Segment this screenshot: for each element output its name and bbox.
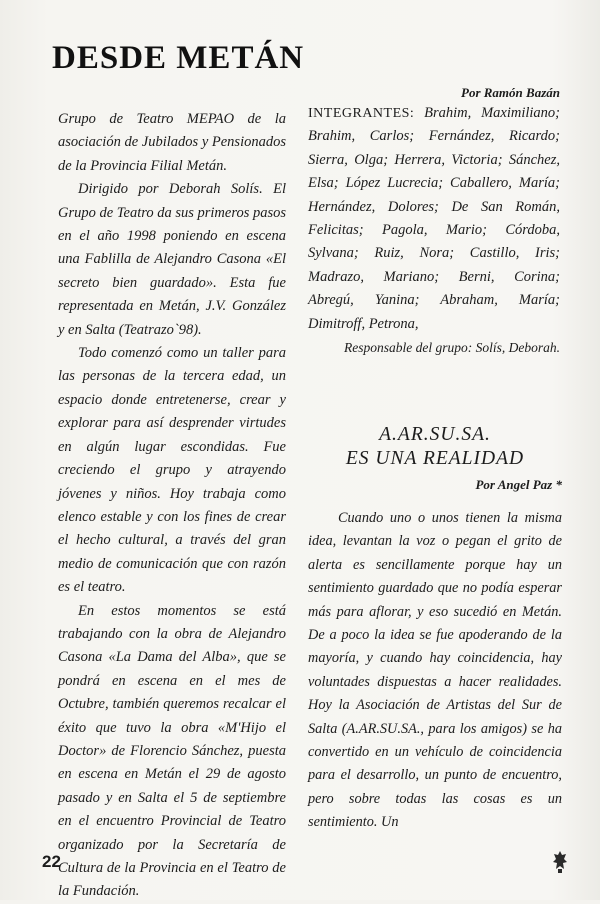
article-aarsusa [308,423,562,835]
right-column-members [308,84,560,359]
emblem-icon [552,850,568,874]
members-list [308,102,560,336]
paragraph-intro: Grupo de Teatro MEPAO de la asociación de Jubilados y Pensionados de la Provincia Filial Metán. [58,111,286,174]
page-number: 22 [42,852,61,871]
paragraph-current-work: En estos momentos se está trabajando con la obra de Alejandro Casona «La Dama del Alba», que se pondrá en escena en el mes de Octubre, también queremos recalcar el éxito que tuvo la obra «M'Hijo el Doctor» de Florencio Sánchez, puesta en escena en Metán el 29 de agosto pasado y en Salta el 5 de septiembre en el encuentro Provincial de Teatro organizado por la Secretaría de Cultura de la Provincia en el Teatro de la Fundación. [58,602,286,900]
byline-angel-paz: Por Angel Paz * [475,477,562,492]
page-title: DESDE METÁN [52,40,305,76]
members-label: INTEGRANTES: [308,106,415,121]
paragraph-origins: Todo comenzó como un taller para las personas de la tercera edad, un espacio donde entretenerse, crear y explorar para así desprender virtudes en algún lugar escondidas. Fue creciendo el grupo y atrayendo jóvenes y niños. Hoy trabaja como elenco estable y con los fines de crear el hecho cultural, a través del gran medio de comunicación que con razón es el teatro. [58,345,286,596]
article-title-line2: ES UNA REALIDAD [345,448,525,469]
byline-ramon-bazan: Por Ramón Bazán [461,85,560,100]
paragraph-direction: Dirigido por Deborah Solís. El Grupo de Teatro da sus primeros pasos en el año 1998 poniendo en escena una Fablilla de Alejandro Casona «El secreto bien guardado». Esta fue representada en Metán, J.V. González y en Salta (Teatrazo`98). [58,181,286,338]
article-body: Cuando uno o unos tienen la misma idea, levantan la voz o pegan el grito de alerta es sencillamente porque hay un sentimiento guardado que no podía esperar más para aflorar, y eso sucedió en Metán. De a poco la idea se fue apoderando de la mayoría, y cuando hay coincidencia, hay voluntades dispuestas a hacer realidades. Hoy la Asociación de Artistas del Sur de Salta (A.AR.SU.SA., para los amigos) se ha convertido en un vehículo de coincidencia para el desarrollo, un punto de encuentro, pero sobre todas las cosas es un sentimiento. Un [308,510,562,831]
left-column-article [58,108,286,904]
group-responsible: Responsable del grupo: Solís, Deborah. [344,340,560,356]
members-names: Brahim, Maximiliano; Brahim, Carlos; Fernández, Ricardo; Sierra, Olga; Herrera, Victoria; Sánchez, Elsa; López Lucrecia; Caballero, María; Hernández, Dolores; De San Román, Felicitas; Pagola, Mario; Córdoba, Sylvana; Ruiz, Nora; Castillo, Iris; Madrazo, Mariano; Berni, Corina; Abregú, Yanina; Abraham, María; Dimitroff, Petrona, [308,105,560,332]
article-title-line1: A.AR.SU.SA. [379,424,491,445]
